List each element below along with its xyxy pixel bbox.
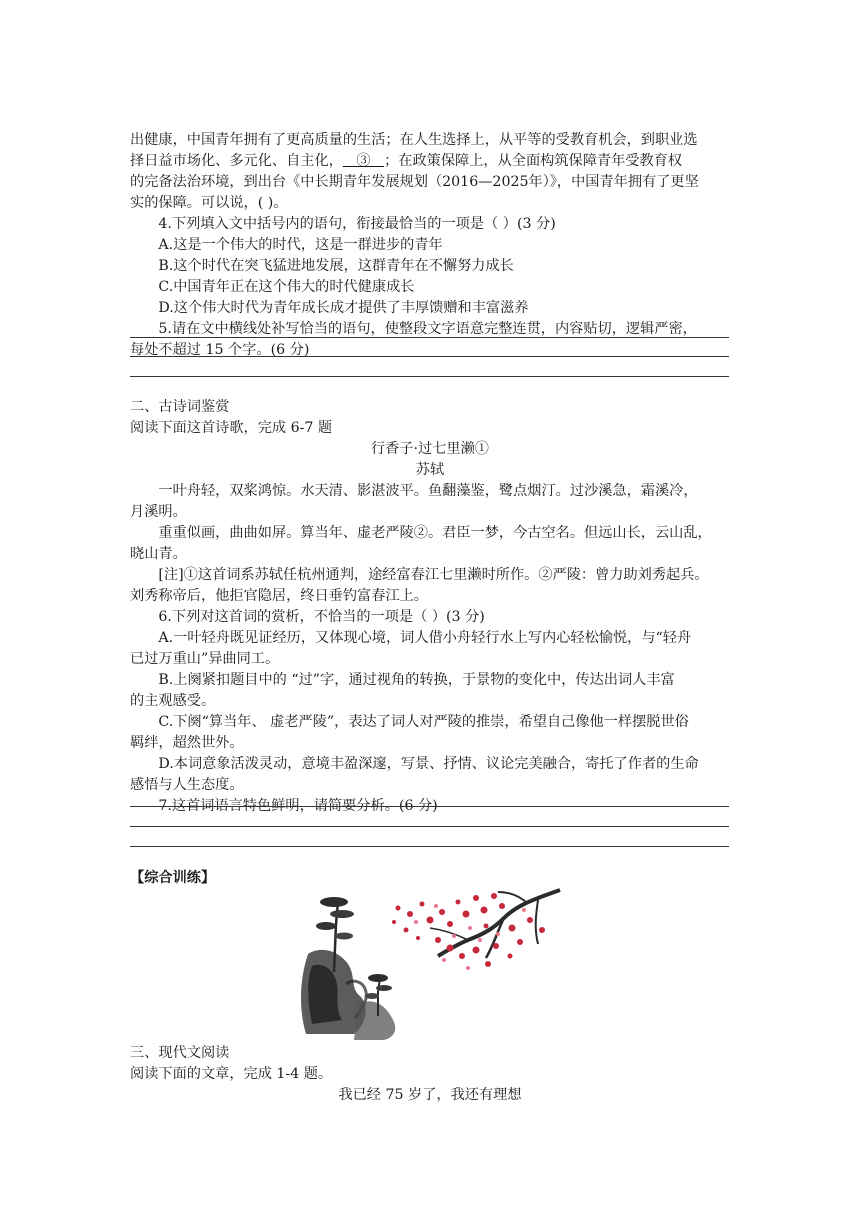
section-poetry [130, 397, 730, 817]
poem-author: 苏轼 [415, 462, 445, 478]
question-6-option-a: 已过万重山”异曲同工。 [130, 651, 280, 667]
passage-line: 实的保障。可以说，( )。 [130, 195, 288, 211]
poem-verse: 重重似画，曲曲如屏。算当年、虚老严陵②。君臣一梦，今古空名。但远山长，云山乱， [158, 525, 712, 541]
section-modern-reading [130, 1043, 730, 1106]
question-4-option-b: B.这个时代在突飞猛进地发展，这群青年在不懈努力成长 [158, 258, 514, 274]
section-intro: 阅读下面的文章，完成 1-4 题。 [130, 1066, 333, 1082]
question-5-stem-cont: 每处不超过 15 个字。(6 分) [130, 342, 310, 358]
poem-note: 刘秀称帝后，他拒官隐居，终日垂钓富春江上。 [130, 588, 428, 604]
poem-title: 行香子·过七里濑① [370, 441, 489, 457]
question-6-option-c: 羁绊，超然世外。 [130, 735, 244, 751]
question-4-option-c: C.中国青年正在这个伟大的时代健康成长 [158, 279, 415, 295]
answer-line [130, 376, 729, 377]
answer-line [130, 337, 729, 338]
poem-verse: 月溪明。 [130, 504, 187, 520]
question-6-option-d: D.本词意象活泼灵动，意境丰盈深邃，写景、抒情、议论完美融合，寄托了作者的生命 [158, 756, 699, 772]
question-5-stem: 5.请在文中横线处补写恰当的语句，使整段文字语意完整连贯，内容贴切，逻辑严密， [158, 321, 697, 337]
answer-line [130, 826, 729, 827]
poem-verse: 一叶舟轻，双桨鸿惊。水天清、影湛波平。鱼翻藻鉴，鹭点烟汀。过沙溪急，霜溪冷， [158, 483, 698, 499]
question-6-option-b: B.上阕紧扣题目中的 “过”字，通过视角的转换，于景物的变化中，传达出词人丰富 [158, 672, 675, 688]
answer-line [130, 806, 729, 807]
answer-line [130, 846, 729, 847]
question-4-stem: 4.下列填入文中括号内的语句，衔接最恰当的一项是（ ）(3 分) [158, 216, 556, 232]
passage-line [130, 151, 730, 172]
passage-text: ；在政策保障上，从全面构筑保障青年受教育权 [384, 153, 683, 169]
question-6-option-c: C.下阕“算当年、 虚老严陵”，表达了词人对严陵的推崇，希望自己像他一样摆脱世俗 [158, 714, 689, 730]
question-4-option-a: A.这是一个伟大的时代，这是一群进步的青年 [158, 237, 443, 253]
question-6-option-b: 的主观感受。 [130, 693, 216, 709]
section-heading: 二、古诗词鉴赏 [130, 399, 230, 415]
blank-3: ③ [342, 153, 385, 169]
poem-note: [注]①这首词系苏轼任杭州通判，途经富春江七里濑时所作。②严陵：曾力助刘秀起兵。 [158, 567, 709, 583]
poem-verse: 晓山青。 [130, 546, 187, 562]
passage-text: 择日益市场化、多元化、自主化， [130, 153, 343, 169]
question-6-option-d: 感悟与人生态度。 [130, 777, 244, 793]
ink-landscape-illustration [298, 884, 562, 1042]
passage-line: 的完备法治环境，到出台《中长期青年发展规划（2016—2025年）》，中国青年拥有了更坚 [130, 174, 699, 190]
question-6-option-a: A.一叶轻舟既见证经历，又体现心境，词人借小舟轻行水上写内心轻松愉悦，与“轻舟 [158, 630, 692, 646]
answer-line [130, 356, 729, 357]
section-intro: 阅读下面这首诗歌，完成 6-7 题 [130, 420, 333, 436]
passage-continuation [130, 130, 730, 361]
question-6-stem: 6.下列对这首词的赏析，不恰当的一项是（ ）(3 分) [158, 609, 485, 625]
passage-line: 出健康，中国青年拥有了更高质量的生活；在人生选择上，从平等的受教育机会，到职业选 [130, 132, 698, 148]
question-7-stem: 7.这首词语言特色鲜明，请简要分析。(6 分) [158, 798, 438, 814]
question-4-option-d: D.这个伟大时代为青年成长成才提供了丰厚馈赠和丰富滋养 [158, 300, 529, 316]
section-heading: 三、现代文阅读 [130, 1045, 230, 1061]
article-title: 我已经 75 岁了，我还有理想 [338, 1087, 522, 1103]
training-label: 【综合训练】 [130, 870, 216, 886]
